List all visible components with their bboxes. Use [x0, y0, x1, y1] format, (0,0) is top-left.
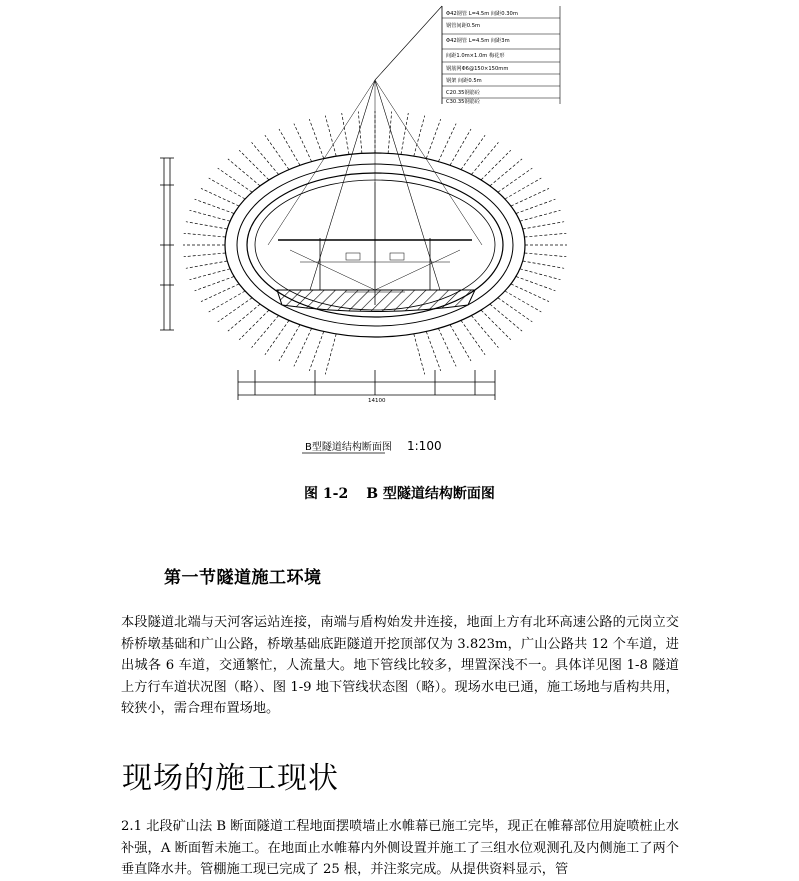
anchor-bolt	[471, 142, 498, 174]
anchor-bolt	[190, 269, 231, 280]
anchor-bolt	[520, 269, 561, 280]
bottom-horizontal-dimension	[238, 370, 495, 400]
anchor-bolt	[481, 310, 511, 340]
anchor-bolt	[461, 320, 485, 354]
anchor-bolt	[523, 222, 564, 229]
anchor-bolt	[505, 178, 541, 199]
anchor-bolt	[294, 124, 312, 162]
anchor-bolt	[309, 119, 323, 158]
anchor-bolt	[511, 188, 549, 206]
figure-number: 图 1-2	[304, 486, 349, 502]
anchor-bolt	[524, 253, 566, 257]
invert-hatched-area	[277, 290, 475, 312]
anchor-bolt	[438, 124, 456, 162]
anchor-bolt	[523, 261, 564, 268]
note-5: 钢筋网Φ6@150×150mm	[446, 66, 509, 72]
anchor-bolt	[414, 116, 425, 157]
anchor-bolt	[401, 113, 408, 154]
anchor-bolt	[265, 320, 289, 354]
anchor-bolt	[414, 334, 425, 375]
note-1: Φ42钢管 L=4.5m 间距0.30m	[446, 11, 518, 17]
anchor-bolt	[186, 261, 227, 268]
section-paragraph: 本段隧道北端与天河客运站连接，南端与盾构始发井连接，地面上方有北环高速公路的元岗立交桥桥墩基础和广山公路，桥墩基础底距隧道开挖顶部仅为 3.823m，广山公路共 12 个车道，进出城各 6 车道，交通繁忙，人流量大。地下管线比较多，埋置深浅不一。具体详见图 1-8 隧道上方行车道状况图（略）、图 1-9 地下管线状态图（略）。现场水电已通，施工场地与盾构共用，较狭小，需合理布置场地。	[121, 615, 679, 716]
total-width-dimension: 14100	[368, 398, 386, 404]
note-6: 钢架 间距0.5m	[446, 78, 482, 84]
note-4: 间距1.0m×1.0m 梅花形	[446, 53, 505, 59]
anchor-bolt	[239, 150, 269, 180]
anchor-bolt	[218, 298, 252, 322]
anchor-bolt	[190, 210, 231, 221]
anchor-bolt	[228, 159, 260, 186]
anchor-bolt	[511, 284, 549, 302]
anchor-bolt	[252, 316, 279, 348]
anchor-bolt	[498, 298, 532, 322]
anchor-bolt	[325, 116, 336, 157]
drawing-scale: 1:100	[407, 439, 442, 453]
anchor-bolt	[498, 168, 532, 192]
anchor-bolt	[265, 135, 289, 169]
anchor-bolt	[426, 332, 440, 371]
drawing-label: B型隧道结构断面图	[305, 442, 392, 453]
anchor-bolt	[228, 304, 260, 331]
section2-paragraph: 2.1 北段矿山法 B 断面隧道工程地面摆喷墙止水帷幕已施工完毕，现正在帷幕部位用旋喷桩止水补强，A 断面暂未施工。在地面止水帷幕内外侧设置并施工了三组水位观测孔及内侧施工了两个垂直降水井。管棚施工现已完成了 25 根，并注浆完成。从提供资料显示，管	[121, 819, 679, 877]
anchor-bolt	[294, 328, 312, 366]
section-title: 第一节隧道施工环境	[164, 568, 322, 588]
anchor-bolt	[309, 332, 323, 371]
drawing-title-block	[302, 439, 442, 453]
anchor-bolt	[490, 159, 522, 186]
anchor-bolt	[184, 233, 226, 237]
anchor-bolt	[520, 210, 561, 221]
anchor-bolt	[438, 328, 456, 366]
anchor-bolt	[471, 316, 498, 348]
figure-title: B 型隧道结构断面图	[366, 486, 495, 502]
note-2: 钢管间距0.5m	[446, 23, 481, 29]
anchor-bolt	[461, 135, 485, 169]
left-vertical-dimension	[160, 158, 174, 330]
note-3: Φ42钢管 L=4.5m 间距3m	[446, 38, 510, 44]
anchor-bolt	[218, 168, 252, 192]
note-7: C20.35钢筋砼	[446, 90, 481, 96]
anchor-bolt	[505, 291, 541, 312]
anchor-bolt	[325, 334, 336, 375]
anchor-bolt	[490, 304, 522, 331]
anchor-bolt	[184, 253, 226, 257]
anchor-bolt	[252, 142, 279, 174]
anchor-bolt	[201, 188, 239, 206]
anchor-bolt	[201, 284, 239, 302]
anchor-bolt	[524, 233, 566, 237]
anchor-bolt	[209, 291, 245, 312]
anchor-bolt	[239, 310, 269, 340]
anchor-bolt	[209, 178, 245, 199]
tunnel-cross-section-drawing	[150, 0, 570, 462]
anchor-bolt	[481, 150, 511, 180]
note-8: C30.35钢筋砼	[446, 99, 481, 105]
main-heading: 现场的施工现状	[122, 761, 339, 796]
anchor-bolt	[426, 119, 440, 158]
anchor-bolt	[186, 222, 227, 229]
anchor-bolt	[342, 113, 349, 154]
figure-caption	[0, 483, 799, 503]
